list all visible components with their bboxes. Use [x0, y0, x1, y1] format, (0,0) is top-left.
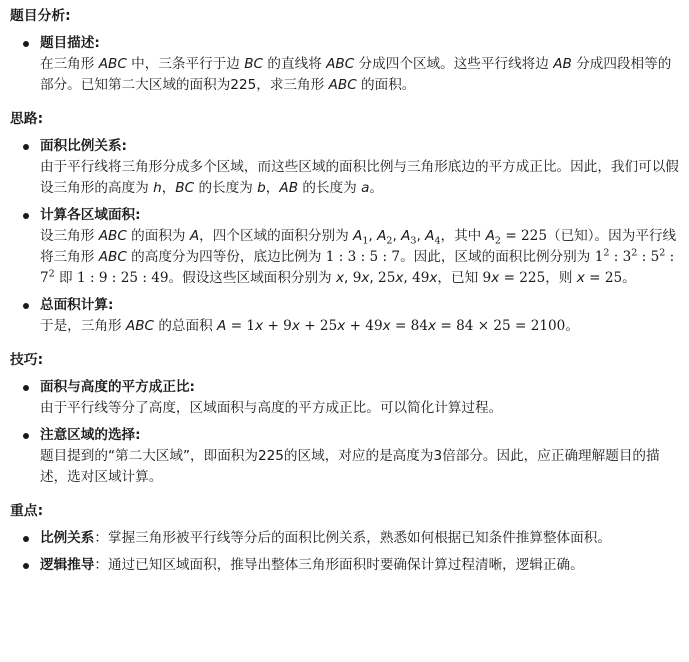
section-title: 技巧:	[10, 352, 44, 368]
section-title: 重点:	[10, 503, 44, 519]
list-item	[10, 295, 679, 337]
list-item	[10, 377, 679, 419]
section-key-points	[10, 501, 679, 576]
item-text: ：通过已知区域面积，推导出整体三角形面积时要确保计算过程清晰，逻辑正确。	[94, 557, 584, 573]
item-title: 比例关系	[40, 530, 95, 546]
item-text: 由于平行线将三角形分成多个区域，而这些区域的面积比例与三角形底边的平方成正比。因此，我们可以假设三角形的高度为 h，BC 的长度为 b，AB 的长度为 a。	[40, 159, 679, 196]
item-title: 逻辑推导	[40, 557, 95, 573]
bullet-list	[10, 377, 679, 488]
item-text: 由于平行线等分了高度，区域面积与高度的平方成正比。可以简化计算过程。	[40, 400, 503, 416]
item-title: 注意区域的选择:	[40, 427, 141, 443]
bullet-list	[10, 528, 679, 576]
list-item	[10, 205, 679, 289]
section-analysis	[10, 6, 679, 96]
list-item	[10, 136, 679, 199]
item-text: 于是，三角形 ABC 的总面积 A = 1x + 9x + 25x + 49x = 84x = 84 × 25 = 2100。	[40, 318, 579, 334]
item-text: 在三角形 ABC 中，三条平行于边 BC 的直线将 ABC 分成四个区域。这些平行线将边 AB 分成四段相等的部分。已知第二大区域的面积为225，求三角形 ABC 的面积。	[40, 56, 672, 93]
item-text: ：掌握三角形被平行线等分后的面积比例关系，熟悉如何根据已知条件推算整体面积。	[94, 530, 611, 546]
section-title: 思路:	[10, 111, 44, 127]
item-title: 总面积计算:	[40, 297, 114, 313]
item-title: 题目描述:	[40, 35, 100, 51]
item-text: 设三角形 ABC 的面积为 A，四个区域的面积分别为 $A_1$, $A_2$, $A_3$, $A_4$，其中 $A_2 = 225$（已知）。因为平行线将三角形 ABC 的高度分为四等份，底边比例为 1 : 3 : 5 : 7。因此，区域的面积比例分别为 $1^2$ : $3^2$ : $5^2$ : $7^2$ 即 1 : 9 : 25 : 49。假设这些区域面积分别为 x, 9x, 25x, 49x，已知 9x = 225，则 x = 25。	[40, 228, 677, 286]
item-title: 面积与高度的平方成正比:	[40, 379, 195, 395]
section-tips	[10, 350, 679, 488]
list-item	[10, 555, 679, 576]
section-title: 题目分析:	[10, 8, 71, 24]
item-title: 计算各区域面积:	[40, 207, 141, 223]
list-item	[10, 33, 679, 96]
section-approach	[10, 109, 679, 337]
bullet-list	[10, 33, 679, 96]
list-item	[10, 528, 679, 549]
item-title: 面积比例关系:	[40, 138, 127, 154]
item-text: 题目提到的“第二大区域”，即面积为225的区域，对应的是高度为3倍部分。因此，应正确理解题目的描述，选对区域计算。	[40, 448, 660, 485]
bullet-list	[10, 136, 679, 337]
list-item	[10, 425, 679, 488]
